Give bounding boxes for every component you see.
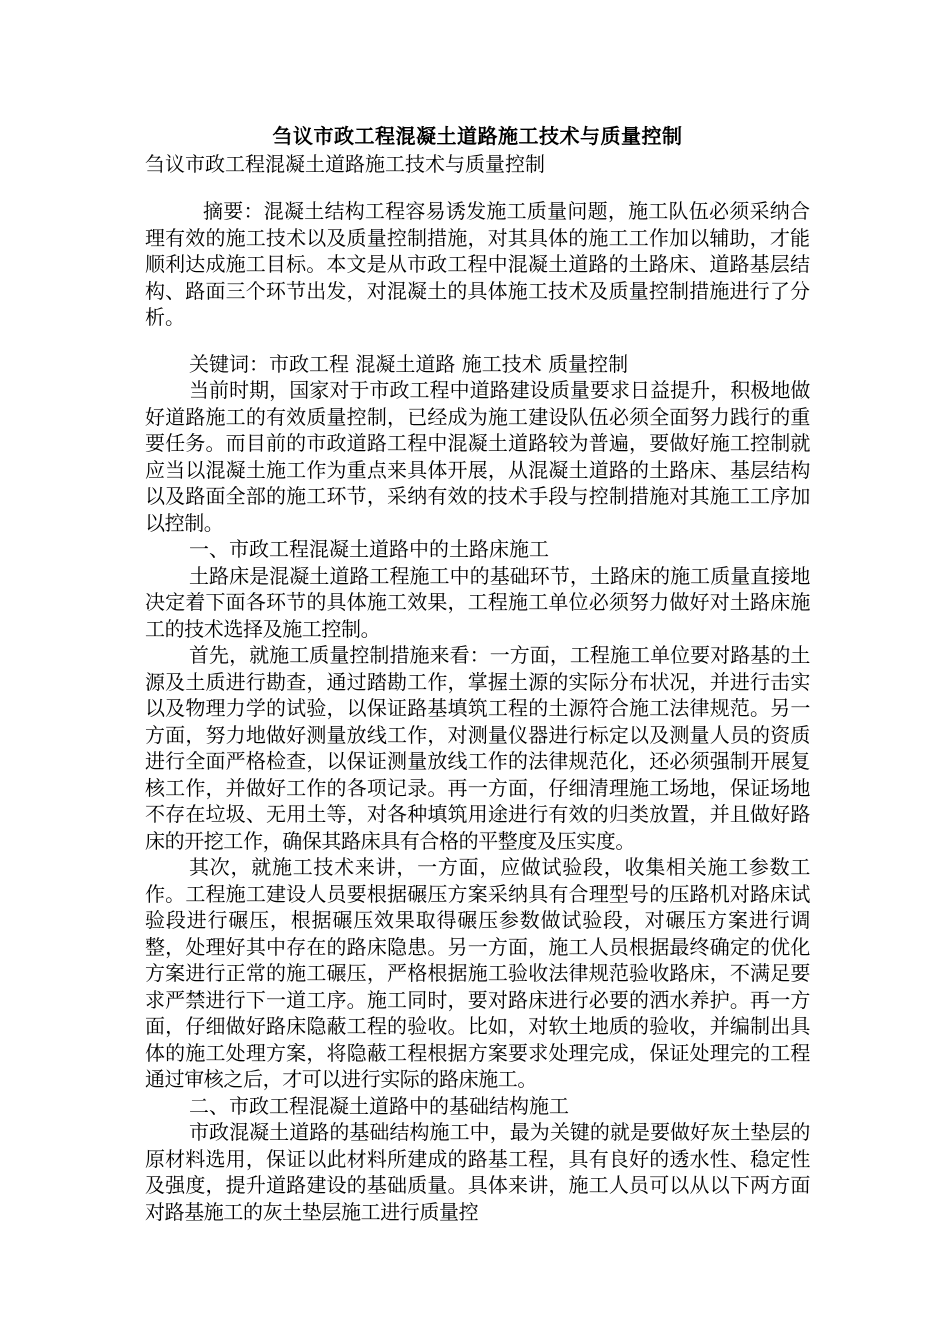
keywords-line: 关键词：市政工程 混凝土道路 施工技术 质量控制 (189, 351, 629, 376)
document-title: 刍议市政工程混凝土道路施工技术与质量控制 (272, 124, 683, 148)
abstract-paragraph: 摘要：混凝土结构工程容易诱发施工质量问题，施工队伍必须采纳合理有效的施工技术以及质量控制措施，对其具体的施工工作加以辅助，才能顺利达成施工目标。本文是从市政工程中混凝土道路的土路床、道路基层结构、路面三个环节出发，对混凝土的具体施工技术及质量控制措施进行了分析。 (145, 199, 810, 329)
section-1-paragraph-3: 其次，就施工技术来讲，一方面，应做试验段，收集相关施工参数工作。工程施工建设人员要根据碾压方案采纳具有合理型号的压路机对路床试验段进行碾压，根据碾压效果取得碾压参数做试验段，对碾压方案进行调整，处理好其中存在的路床隐患。另一方面，施工人员根据最终确定的优化方案进行正常的施工碾压，严格根据施工验收法律规范验收路床，不满足要求严禁进行下一道工序。施工同时，要对路床进行必要的洒水养护。再一方面，仔细做好路床隐蔽工程的验收。比如，对软土地质的验收，并编制出具体的施工处理方案，将隐蔽工程根据方案要求处理完成，保证处理完的工程通过审核之后，才可以进行实际的路床施工。 (145, 855, 810, 1091)
section-1-heading: 一、市政工程混凝土道路中的土路床施工 (189, 537, 549, 561)
section-2-paragraph-1: 市政混凝土道路的基础结构施工中，最为关键的就是要做好灰土垫层的原材料选用，保证以此材料所建成的路基工程，具有良好的透水性、稳定性及强度，提升道路建设的基础质量。具体来讲，施工人员可以从以下两方面对路基施工的灰土垫层施工进行质量控 (145, 1120, 810, 1224)
section-1-paragraph-2: 首先，就施工质量控制措施来看：一方面，工程施工单位要对路基的土源及土质进行勘查，通过踏勘工作，掌握土源的实际分布状况，并进行击实以及物理力学的试验，以保证路基填筑工程的土源符合施工法律规范。另一方面，努力地做好测量放线工作，对测量仪器进行标定以及测量人员的资质进行全面严格检查，以保证测量放线工作的法律规范化，还必须强制开展复核工作，并做好工作的各项记录。再一方面，仔细清理施工场地，保证场地不存在垃圾、无用土等，对各种填筑用途进行有效的归类放置，并且做好路床的开挖工作，确保其路床具有合格的平整度及压实度。 (145, 643, 810, 853)
document-page (145, 122, 810, 1225)
section-1-paragraph-1: 土路床是混凝土道路工程施工中的基础环节，土路床的施工质量直接地决定着下面各环节的具体施工效果，工程施工单位必须努力做好对土路床施工的技术选择及施工控制。 (145, 563, 810, 641)
document-subtitle: 刍议市政工程混凝土道路施工技术与质量控制 (145, 152, 545, 176)
intro-paragraph: 当前时期，国家对于市政工程中道路建设质量要求日益提升，积极地做好道路施工的有效质量控制，已经成为施工建设队伍必须全面努力践行的重要任务。而目前的市政道路工程中混凝土道路较为普遍，要做好施工控制就应当以混凝土施工作为重点来具体开展，从混凝土道路的土路床、基层结构以及路面全部的施工环节，采纳有效的技术手段与控制措施对其施工工序加以控制。 (145, 378, 810, 535)
section-2-heading: 二、市政工程混凝土道路中的基础结构施工 (189, 1093, 569, 1118)
